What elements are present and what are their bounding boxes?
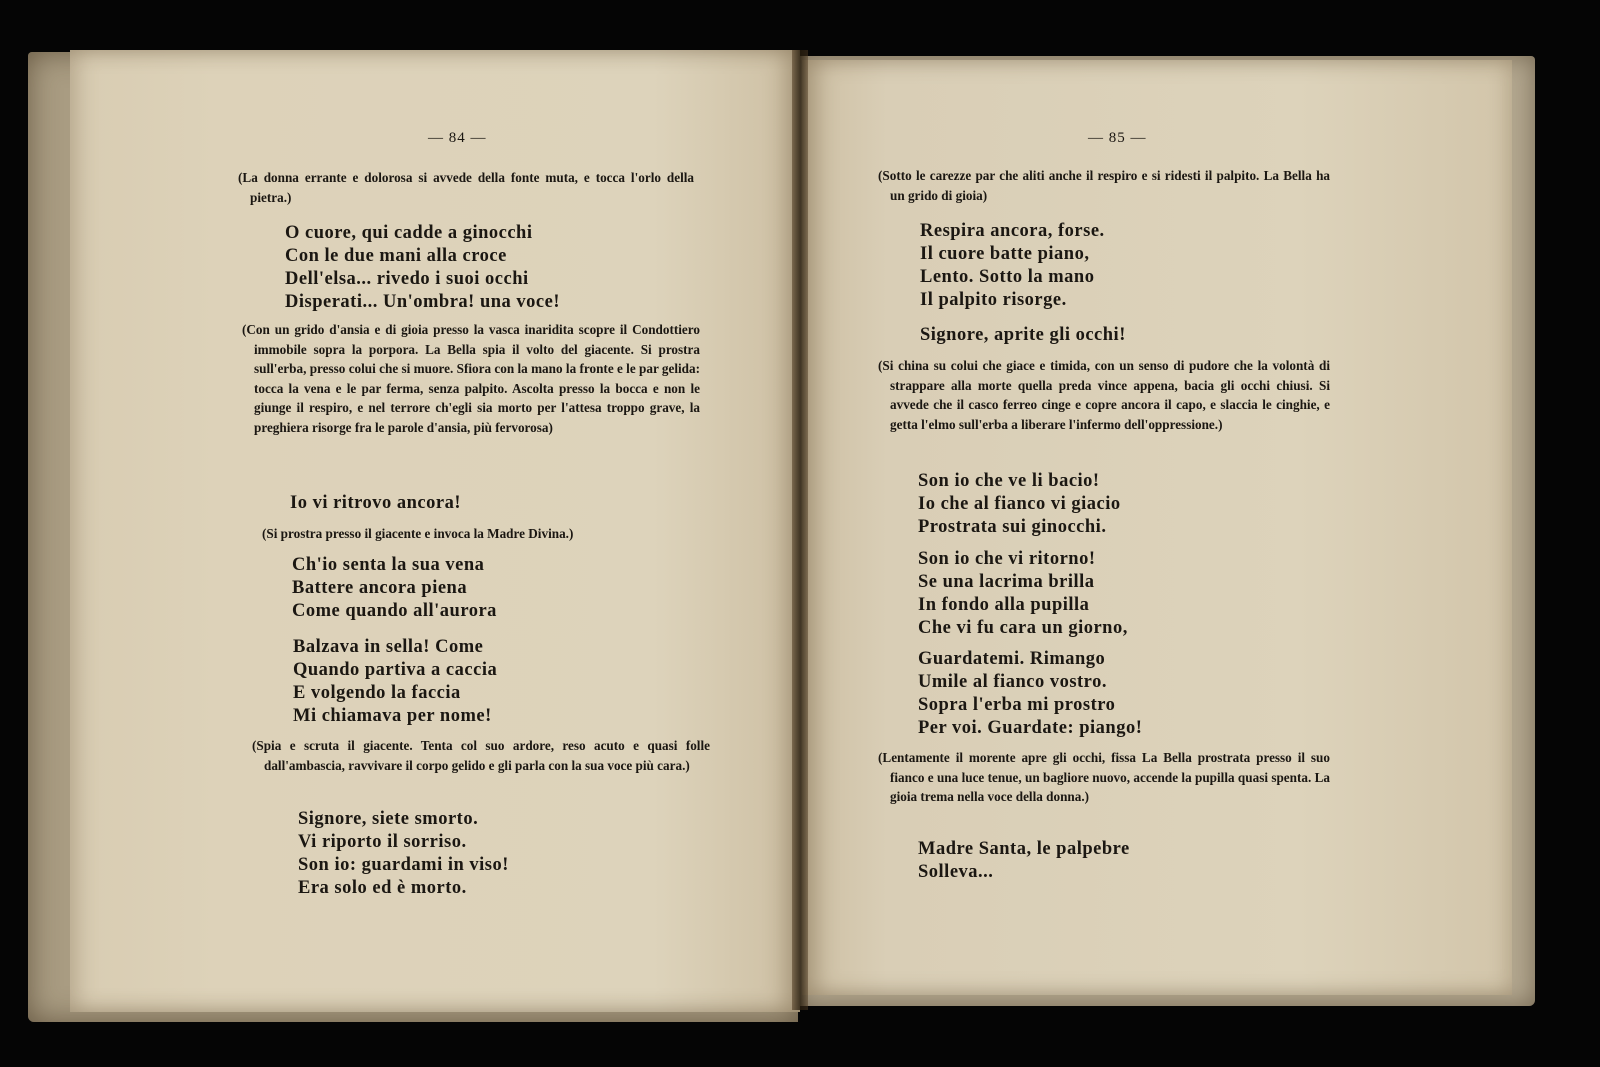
verse-stanza <box>293 636 497 728</box>
right-page <box>802 60 1512 995</box>
stage-direction: (La donna errante e dolorosa si avvede della fonte muta, e tocca l'orlo della pietra.) <box>238 170 694 205</box>
verse-stanza <box>918 648 1142 740</box>
page-number: — 84 — <box>428 130 487 146</box>
verse-line: Per voi. Guardate: piango! <box>918 718 1143 738</box>
verse-line: Prostrata sui ginocchi. <box>918 517 1107 537</box>
verse-stanza <box>918 838 1130 884</box>
verse-line: Che vi fu cara un giorno, <box>918 618 1128 638</box>
verse-stanza <box>292 554 497 623</box>
verse-line: Io vi ritrovo ancora! <box>290 493 461 513</box>
verse-line: Madre Santa, le palpebre <box>918 839 1130 859</box>
verse-line: Con le due mani alla croce <box>285 246 507 266</box>
verse-line: Era solo ed è morto. <box>298 878 467 898</box>
verse-line: Lento. Sotto la mano <box>920 267 1095 287</box>
verse-line: Il palpito risorge. <box>920 290 1067 310</box>
verse-line: Son io: guardami in viso! <box>298 855 509 875</box>
verse-line: Dell'elsa... rivedo i suoi occhi <box>285 269 529 289</box>
verse-stanza <box>298 808 509 900</box>
verse-line: In fondo alla pupilla <box>918 595 1090 615</box>
verse-line: Io che al fianco vi giacio <box>918 494 1121 514</box>
page-number: — 85 — <box>1088 130 1147 146</box>
verse-line: Mi chiamava per nome! <box>293 706 492 726</box>
stage-direction: (Spia e scruta il giacente. Tenta col suo ardore, reso acuto e quasi folle dall'ambascia, ravvivare il corpo gelido e gli parla con la sua voce più cara.) <box>252 738 710 773</box>
verse-line: Signore, aprite gli occhi! <box>920 325 1126 345</box>
verse-line: Disperati... Un'ombra! una voce! <box>285 292 560 312</box>
stage-direction: (Lentamente il morente apre gli occhi, fissa La Bella prostrata presso il suo fianco e una luce tenue, un bagliore nuovo, accende la pupilla quasi spenta. La gioia trema nella voce della donna.) <box>878 750 1330 804</box>
verse-line: Respira ancora, forse. <box>920 221 1105 241</box>
verse-line: Sopra l'erba mi prostro <box>918 695 1116 715</box>
stage-direction: (Si china su colui che giace e timida, con un senso di pudore che la volontà di strappare alla morte quella preda vince appena, bacia gli occhi chiusi. Si avvede che il casco ferreo cinge e copre ancora il capo, e slaccia le cinghie, e getta l'elmo sull'erba a liberare l'infermo dell'oppressione.) <box>878 358 1330 432</box>
verse-stanza <box>920 324 1126 347</box>
verse-line: Battere ancora piena <box>292 578 468 598</box>
verse-stanza <box>918 548 1128 640</box>
verse-line: Umile al fianco vostro. <box>918 672 1107 692</box>
left-page <box>70 50 800 1012</box>
verse-line: Son io che ve li bacio! <box>918 471 1100 491</box>
book-gutter <box>792 50 808 1010</box>
verse-stanza <box>290 492 461 515</box>
stage-direction: (Sotto le carezze par che aliti anche il respiro e si ridesti il palpito. La Bella ha un grido di gioia) <box>878 168 1330 203</box>
verse-line: Se una lacrima brilla <box>918 572 1095 592</box>
verse-line: O cuore, qui cadde a ginocchi <box>285 223 533 243</box>
verse-stanza <box>920 220 1105 312</box>
stage-direction: (Con un grido d'ansia e di gioia presso la vasca inaridita scopre il Condottiero immobile sopra la porpora. La Bella spia il volto del giacente. Si prostra sull'erba, presso colui che si muore. Sfiora con la mano la fronte e le par gelida: tocca la vena e le par ferma, senza palpito. Ascolta presso la bocca e non le giunge il respiro, e nel terrore ch'egli sia morto per l'attesa troppo grave, la preghiera risorge fra le parole d'ansia, più fervorosa) <box>242 322 700 435</box>
verse-line: Solleva... <box>918 862 994 882</box>
stage-direction: (Si prostra presso il giacente e invoca la Madre Divina.) <box>262 526 574 541</box>
verse-line: E volgendo la faccia <box>293 683 461 703</box>
verse-line: Signore, siete smorto. <box>298 809 479 829</box>
verse-line: Vi riporto il sorriso. <box>298 832 467 852</box>
verse-line: Il cuore batte piano, <box>920 244 1090 264</box>
verse-stanza <box>285 222 560 314</box>
verse-line: Guardatemi. Rimango <box>918 649 1106 669</box>
verse-stanza <box>918 470 1121 539</box>
verse-line: Ch'io senta la sua vena <box>292 555 485 575</box>
verse-line: Come quando all'aurora <box>292 601 497 621</box>
verse-line: Balzava in sella! Come <box>293 637 484 657</box>
verse-line: Quando partiva a caccia <box>293 660 498 680</box>
verse-line: Son io che vi ritorno! <box>918 549 1096 569</box>
